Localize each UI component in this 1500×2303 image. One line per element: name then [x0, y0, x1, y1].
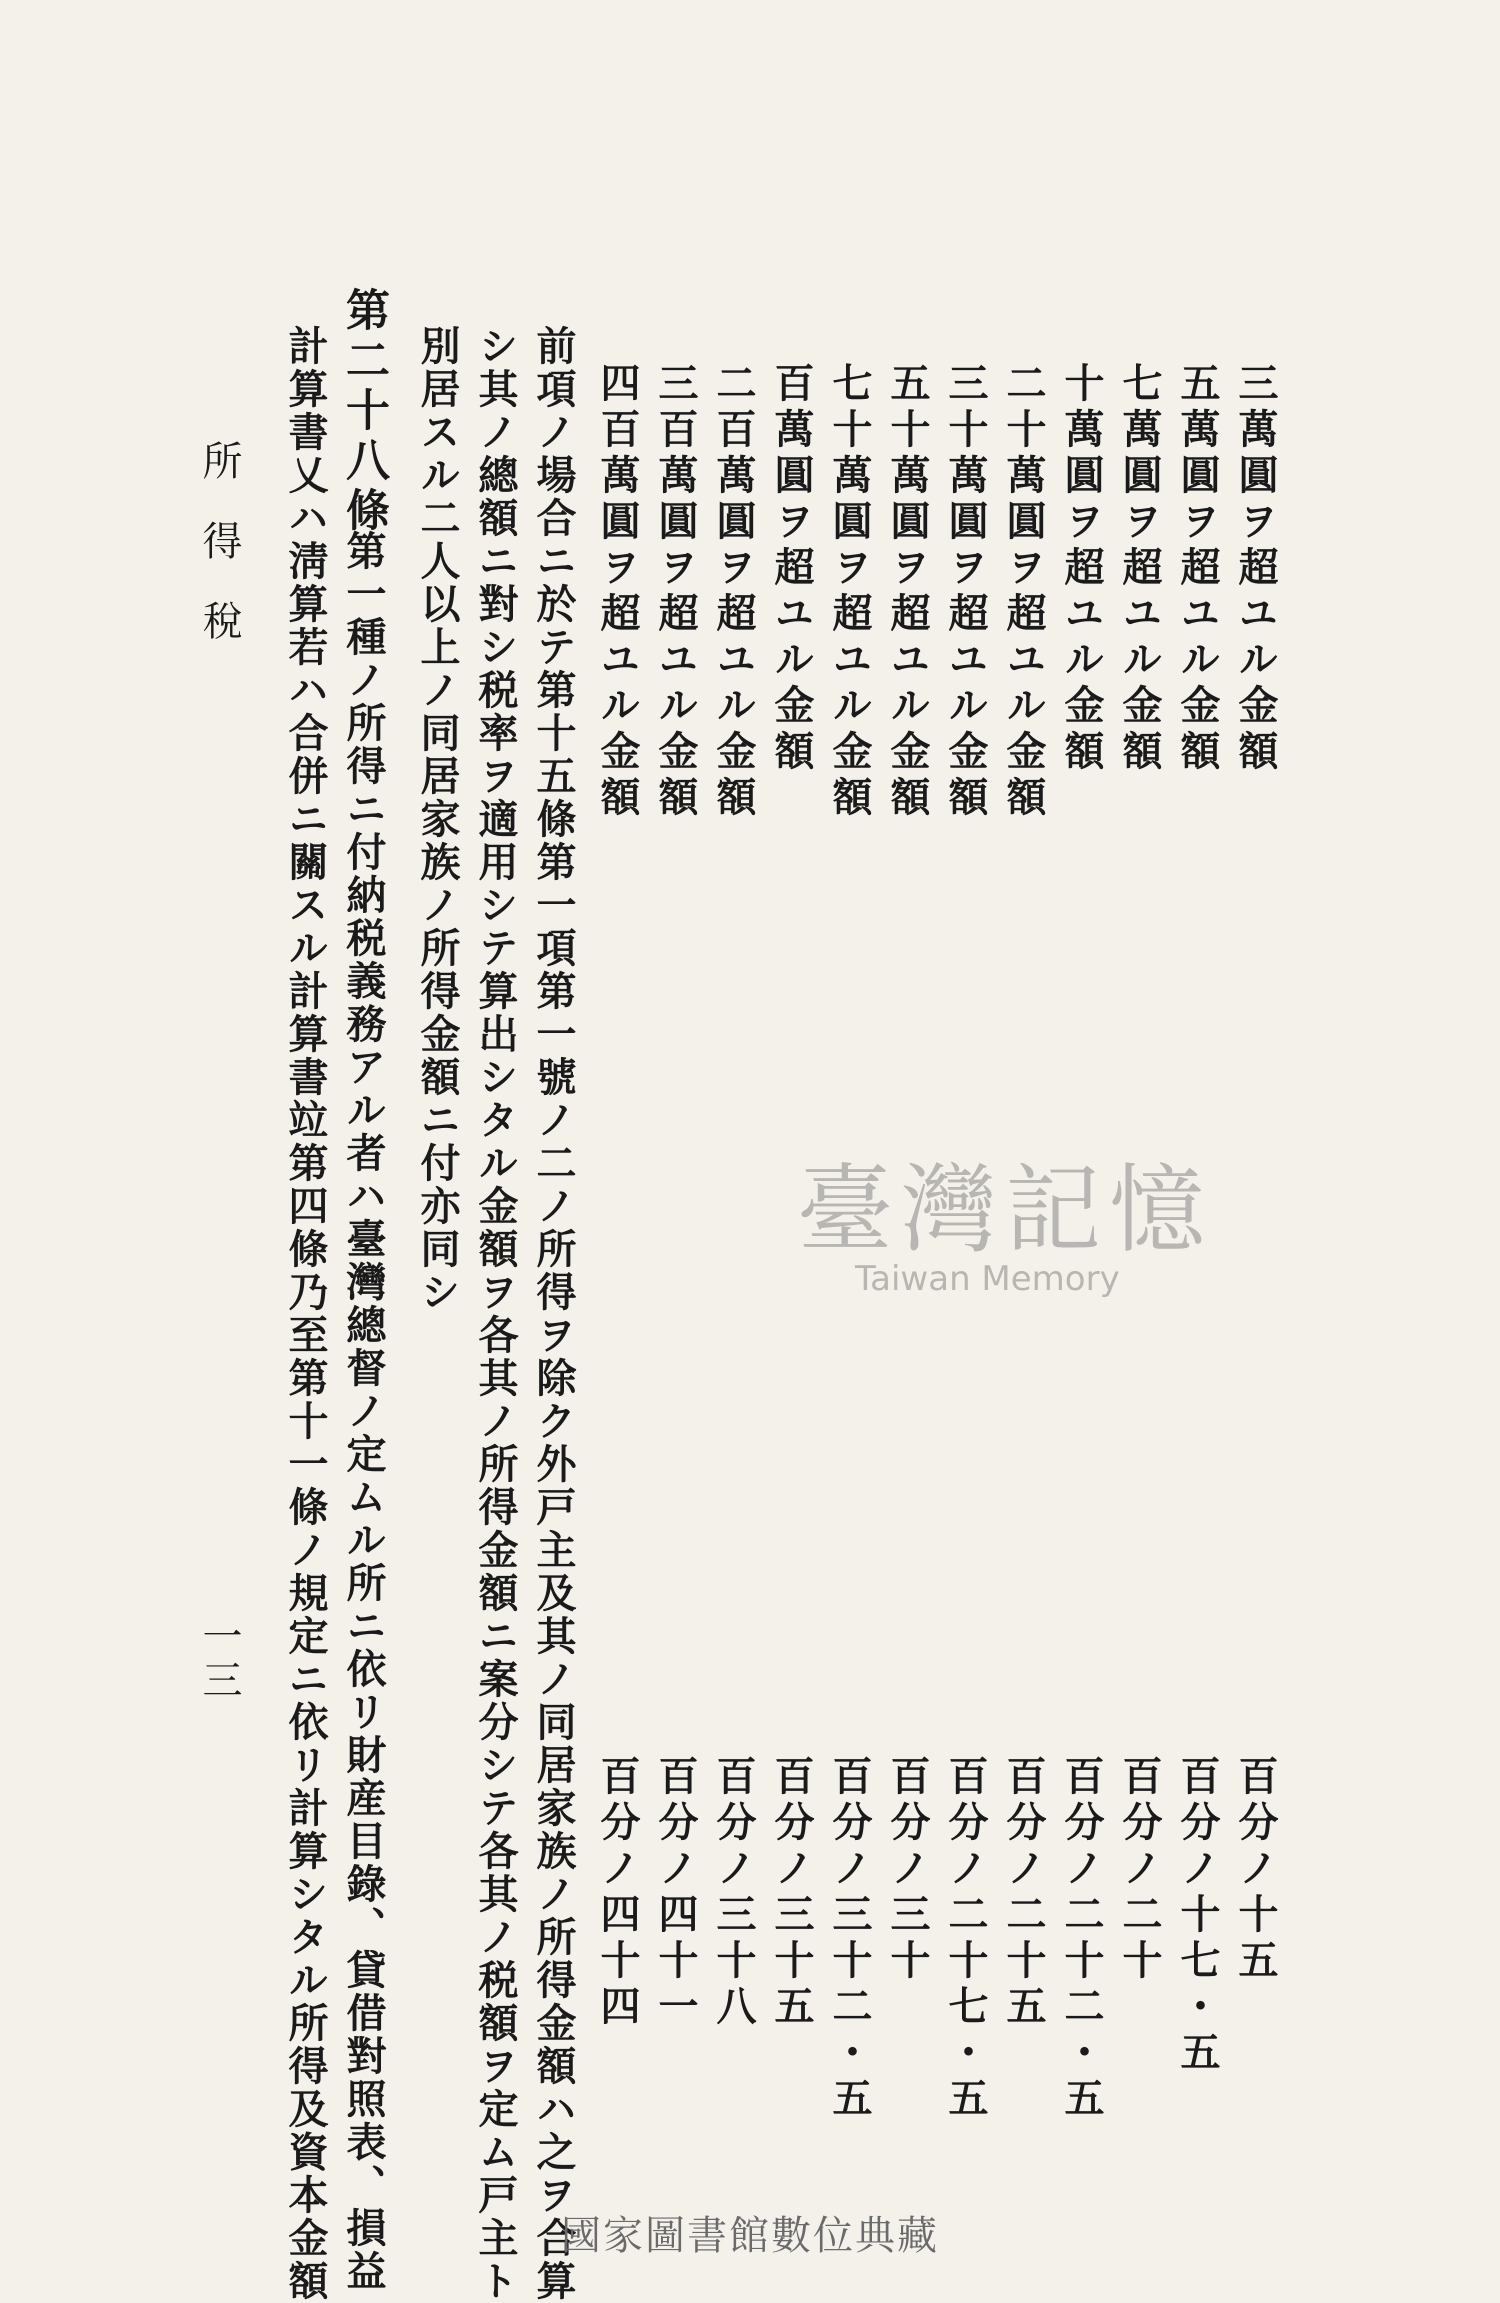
article-heading: 第二十八條: [338, 287, 389, 537]
rate-item: 百分ノ四十四: [594, 1755, 641, 2031]
footer-credit: 國家圖書館數位典藏: [561, 2213, 939, 2259]
paragraph-line: シ其ノ總額ニ對シ税率ヲ適用シテ算出シタル金額ヲ各其ノ所得金額ニ案分シテ各其ノ税額ヲ定ム戸主ト: [472, 325, 519, 2303]
paragraph-line: 前項ノ場合ニ於テ第十五條第一項第一號ノ二ノ所得ヲ除ク外戸主及其ノ同居家族ノ所得金額ハ之ヲ合算: [530, 325, 577, 2303]
rate-item: 百分ノ二十二・五: [1058, 1755, 1105, 2123]
watermark-english: Taiwan Memory: [855, 1259, 1120, 1299]
threshold-item: 五萬圓ヲ超ユル金額: [1174, 362, 1221, 776]
threshold-item: 二十萬圓ヲ超ユル金額: [1000, 362, 1047, 822]
threshold-item: 百萬圓ヲ超ユル金額: [768, 362, 815, 776]
threshold-item: 二百萬圓ヲ超ユル金額: [710, 362, 757, 822]
threshold-item: 十萬圓ヲ超ユル金額: [1058, 362, 1105, 776]
threshold-item: 七十萬圓ヲ超ユル金額: [826, 362, 873, 822]
article-line: 第一種ノ所得ニ付納税義務アル者ハ臺灣總督ノ定ムル所ニ依リ財産目錄、貸借對照表、損益: [340, 530, 387, 2293]
threshold-item: 三十萬圓ヲ超ユル金額: [942, 362, 989, 822]
rate-item: 百分ノ二十七・五: [942, 1755, 989, 2123]
rate-item: 百分ノ三十二・五: [826, 1755, 873, 2123]
running-title: 所得稅: [196, 440, 242, 680]
rate-item: 百分ノ十五: [1232, 1755, 1279, 1985]
watermark: [745, 1155, 1265, 1315]
threshold-item: 三萬圓ヲ超ユル金額: [1232, 362, 1279, 776]
watermark-chinese: 臺灣記憶: [797, 1154, 1213, 1266]
threshold-item: 三百萬圓ヲ超ユル金額: [652, 362, 699, 822]
threshold-item: 七萬圓ヲ超ユル金額: [1116, 362, 1163, 776]
rate-item: 百分ノ三十八: [710, 1755, 757, 2031]
rate-item: 百分ノ四十一: [652, 1755, 699, 2031]
threshold-item: 四百萬圓ヲ超ユル金額: [594, 362, 641, 822]
rate-item: 百分ノ二十五: [1000, 1755, 1047, 2031]
threshold-item: 五十萬圓ヲ超ユル金額: [884, 362, 931, 822]
rate-item: 百分ノ十七・五: [1174, 1755, 1221, 2077]
rate-item: 百分ノ二十: [1116, 1755, 1163, 1985]
paragraph-line: 別居スル二人以上ノ同居家族ノ所得金額ニ付亦同シ: [414, 325, 461, 1314]
rate-item: 百分ノ三十: [884, 1755, 931, 1985]
rate-item: 百分ノ三十五: [768, 1755, 815, 2031]
article-line: 計算書乂ハ淸算若ハ合併ニ關スル計算書竝第四條乃至第十一條ノ規定ニ依リ計算シタル所得及資本金額: [282, 325, 329, 2303]
page-number: 一三: [196, 1615, 242, 1703]
